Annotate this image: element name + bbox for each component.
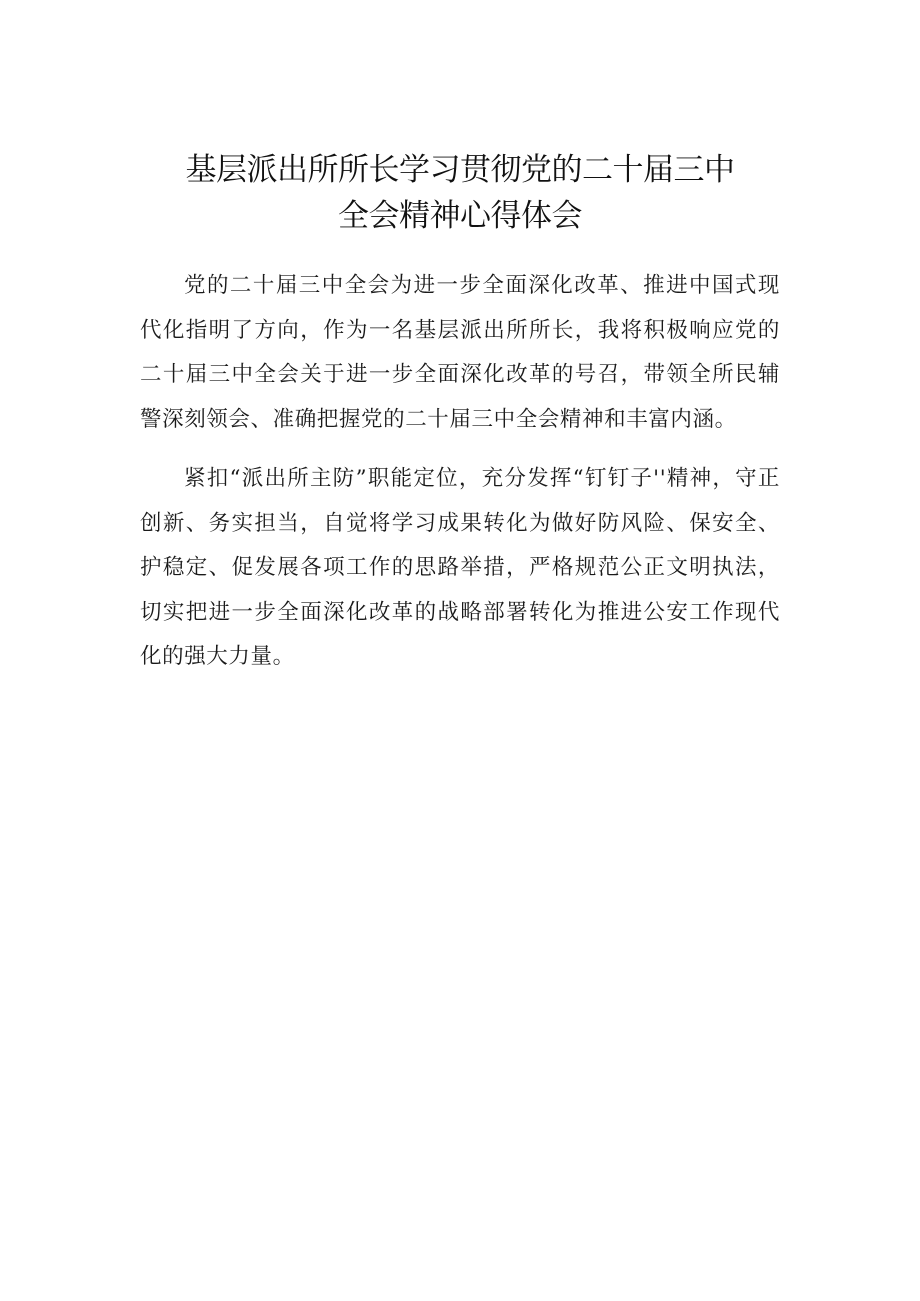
body-paragraph-1: 党的二十届三中全会为进一步全面深化改革、推进中国式现代化指明了方向，作为一名基层派出所所长，我将积极响应党的二十届三中全会关于进一步全面深化改革的号召，带领全所民辅警深刻领会、准确把握党的二十届三中全会精神和丰富内涵。 [140,273,780,432]
body-paragraph-2: 紧扣“派出所主防”职能定位，充分发挥“钉钉子''精神，守正创新、务实担当，自觉将学习成果转化为做好防风险、保安全、护稳定、促发展各项工作的思路举措，严格规范公正文明执法，切实把进一步全面深化改革的战略部署转化为推进公安工作现代化的强大力量。 [140,466,780,669]
document-title-line-2: 全会精神心得体会 [338,198,582,234]
document-title-line-1: 基层派出所所长学习贯彻党的二十届三中 [185,152,735,188]
